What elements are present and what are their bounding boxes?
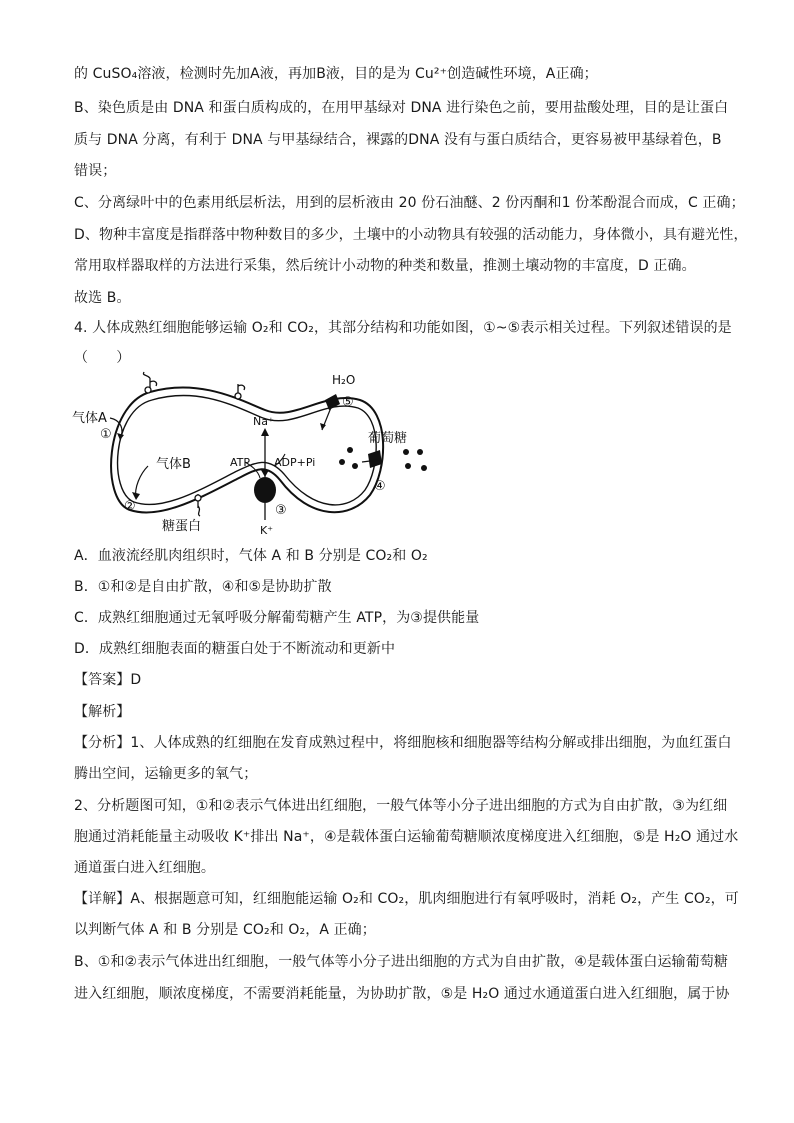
text-line: 常用取样器取样的方法进行采集，然后统计小动物的种类和数量，推测土壤动物的丰富度，D 正确。: [74, 258, 696, 274]
label-na: Na⁺: [253, 415, 274, 428]
label-gas-b: 气体B: [156, 457, 191, 472]
water-channel-protein: [325, 394, 340, 410]
glucose-carrier-protein: [368, 450, 382, 468]
option-b: B．①和②是自由扩散，④和⑤是协助扩散: [74, 579, 332, 595]
question-4-bracket: （ ）: [74, 350, 131, 366]
glycoprotein-bottom: [195, 494, 201, 516]
option-a: A．血液流经肌肉组织时，气体 A 和 B 分别是 CO₂和 O₂: [74, 548, 428, 564]
detail-line: 进入红细胞，顺浓度梯度，不需要消耗能量，为协助扩散，⑤是 H₂O 通过水通道蛋白进入红细胞，属于协: [74, 986, 730, 1002]
label-1: ①: [100, 427, 112, 442]
option-c: C．成熟红细胞通过无氧呼吸分解葡萄糖产生 ATP，为③提供能量: [74, 610, 480, 626]
detail-line: B、①和②表示气体进出红细胞，一般气体等小分子进出细胞的方式为自由扩散，④是载体蛋白运输葡萄糖: [74, 954, 728, 970]
na-k-pump: [254, 477, 276, 503]
analysis-line: 【分析】1、人体成熟的红细胞在发育成熟过程中，将细胞核和细胞器等结构分解或排出细胞，为血红蛋白: [74, 735, 732, 751]
label-5: ⑤: [342, 395, 354, 410]
analysis-line: 腾出空间，运输更多的氧气；: [74, 766, 258, 782]
question-4-stem: 4. 人体成熟红细胞能够运输 O₂和 CO₂，其部分结构和功能如图，①~⑤表示相关过程。下列叙述错误的是: [74, 320, 732, 336]
label-k: K⁺: [260, 524, 274, 537]
detail-line: 【详解】A、根据题意可知，红细胞能运输 O₂和 CO₂，肌肉细胞进行有氧呼吸时，消耗 O₂，产生 CO₂，可: [74, 891, 739, 907]
analysis-line: 通道蛋白进入红细胞。: [74, 860, 215, 876]
analysis-line: 2、分析题图可知，①和②表示气体进出红细胞，一般气体等小分子进出细胞的方式为自由扩散，③为红细: [74, 798, 728, 814]
label-adp: ADP+Pi: [274, 456, 316, 469]
glycoprotein-top-mid: [235, 384, 245, 400]
cell-membrane-inner: [118, 395, 377, 504]
label-atp: ATP: [230, 456, 251, 469]
analysis-label: 【解析】: [74, 704, 131, 720]
text-line: 的 CuSO₄溶液，检测时先加A液，再加B液，目的是为 Cu²⁺创造碱性环境，A正确；: [74, 66, 598, 82]
label-4: ④: [374, 479, 386, 494]
text-line: C、分离绿叶中的色素用纸层析法，用到的层析液由 20 份石油醚、2 份丙酮和1 份苯酚混合而成，C 正确；: [74, 195, 745, 211]
text-line: 故选 B。: [74, 290, 131, 306]
text-line: 质与 DNA 分离，有利于 DNA 与甲基绿结合，裸露的DNA 没有与蛋白质结合，更容易被甲基绿着色，B: [74, 132, 722, 148]
answer-label: 【答案】D: [74, 672, 142, 688]
label-gas-a: 气体A: [72, 411, 107, 426]
label-h2o: H₂O: [332, 373, 356, 387]
text-line: 错误；: [74, 163, 117, 179]
text-line: B、染色质是由 DNA 和蛋白质构成的，在用甲基绿对 DNA 进行染色之前，要用盐酸处理，目的是让蛋白: [74, 100, 729, 116]
detail-line: 以判断气体 A 和 B 分别是 CO₂和 O₂，A 正确；: [74, 922, 376, 938]
label-glucose: 葡萄糖: [368, 431, 408, 446]
analysis-line: 胞通过消耗能量主动吸收 K⁺排出 Na⁺，④是载体蛋白运输葡萄糖顺浓度梯度进入红细胞，⑤是 H₂O 通过水: [74, 829, 739, 845]
label-3: ③: [275, 503, 287, 518]
option-d: D．成熟红细胞表面的糖蛋白处于不断流动和更新中: [74, 641, 396, 657]
label-glycoprotein: 糖蛋白: [162, 519, 202, 534]
text-line: D、物种丰富度是指群落中物种数目的多少，土壤中的小动物具有较强的活动能力，身体微小，具有避光性，: [74, 227, 748, 243]
label-2: ②: [124, 499, 136, 514]
red-blood-cell-diagram: [70, 370, 408, 550]
